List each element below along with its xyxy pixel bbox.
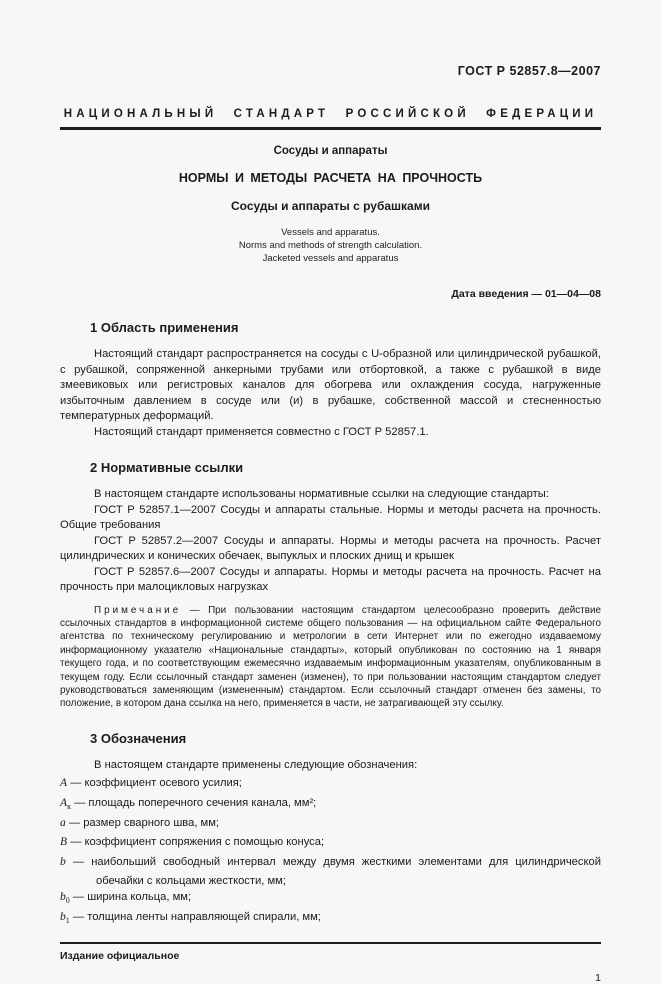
edition-note: Издание официальное [60, 950, 180, 963]
symbol-description: — коэффициент осевого усилия; [70, 777, 242, 790]
references-note [60, 604, 601, 711]
symbol-subscript: 1 [65, 916, 70, 926]
symbol-item [60, 775, 601, 795]
symbol-description: — коэффициент сопряжения с помощью конуса; [70, 836, 325, 849]
title-subject: Сосуды и аппараты [273, 145, 388, 157]
title-english [60, 226, 601, 265]
references-intro: В настоящем стандарте использованы нормативные ссылки на следующие стандарты: [94, 488, 549, 500]
section-2-heading: 2 Нормативные ссылки [90, 460, 244, 475]
title-english-line3: Jacketed vessels and apparatus [262, 253, 399, 264]
title-english-line1: Vessels and apparatus. [281, 227, 380, 238]
note-text: — При пользовании настоящим стандартом целесообразно проверить действие ссылочных стандартов в информационной системе общего пользования — на официальном сайте Федерального агентства по техническому регулированию и метрологии в сети Интернет или по ежегодно издаваемому информационному указателю «Национальные стандарты», который опубликован по состоянию на 1 января текущего года, и по соответствующим ежемесячно издаваемым информационным указателям, опубликованным в текущем году. Если ссылочный стандарт заменен (изменен), то при пользовании настоящим стандартом следует руководствоваться заменяющим (измененным) стандартом. Если ссылочный стандарт отменен без замены, то положение, в котором дана ссылка на него, применяется в части, не затрагивающей эту ссылку. [60, 604, 601, 710]
symbol-letter: B [60, 835, 68, 849]
scope-paragraph-2: Настоящий стандарт применяется совместно с ГОСТ Р 52857.1. [94, 425, 429, 438]
symbol-item [60, 815, 601, 835]
introduction-date: Дата введения — 01—04—08 [451, 288, 601, 300]
scope-paragraph-1: Настоящий стандарт распространяется на сосуды с U-образной или цилиндрической рубашкой, с рубашкой, сопряженной анкерными трубами или отбортовкой, а также с рубашкой в виде змеевиковых или регистровых каналов для обогрева или охлаждения сосуда, нагруженные избыточным давлением в сосуде или (и) в рубашке, собственной массой и стесненностью температурных деформаций. [60, 348, 601, 422]
reference-item: ГОСТ Р 52857.2—2007 Сосуды и аппараты. Нормы и методы расчета на прочность. Расчет цилиндрических и конических обечаек, выпуклых и плоских днищ и крышек [60, 534, 601, 562]
title-main: НОРМЫ И МЕТОДЫ РАСЧЕТА НА ПРОЧНОСТЬ [178, 171, 483, 185]
symbol-letter: A [60, 776, 68, 790]
symbol-letter: b [60, 855, 66, 869]
note-label: Примечание [94, 604, 182, 616]
document-number: ГОСТ Р 52857.8—2007 [457, 64, 601, 78]
title-subtitle: Сосуды и аппараты с рубашками [231, 199, 430, 213]
title-english-line2: Norms and methods of strength calculation. [238, 240, 423, 251]
symbol-letter: b [60, 910, 66, 924]
page-number: 1 [595, 972, 601, 984]
header-rule [60, 127, 601, 130]
symbol-description: — размер сварного шва, мм; [68, 816, 220, 829]
symbol-letter: a [60, 815, 66, 829]
reference-item: ГОСТ Р 52857.1—2007 Сосуды и аппараты стальные. Нормы и методы расчета на прочность. Общие требования [60, 503, 601, 531]
designations-intro: В настоящем стандарте применены следующие обозначения: [94, 758, 418, 771]
symbol-subscript: 0 [65, 896, 70, 906]
symbol-item [60, 889, 601, 909]
symbol-description: — толщина ленты направляющей спирали, мм; [72, 911, 321, 924]
symbol-description: — наибольший свободный интервал между двумя жесткими элементами для цилиндрической обечайки с кольцами жесткости, мм; [72, 856, 601, 887]
reference-item: ГОСТ Р 52857.6—2007 Сосуды и аппараты. Нормы и методы расчета на прочность. Расчет на прочность при малоцикловых нагрузках [60, 565, 601, 593]
standard-banner: НАЦИОНАЛЬНЫЙ СТАНДАРТ РОССИЙСКОЙ ФЕДЕРАЦИИ [63, 108, 598, 120]
symbol-subscript: к [67, 802, 71, 812]
symbol-list [60, 775, 601, 929]
section-3-heading: 3 Обозначения [90, 730, 187, 746]
symbol-description: — площадь поперечного сечения канала, мм²; [74, 796, 317, 809]
symbol-item [60, 795, 601, 815]
symbol-letter: A [60, 795, 68, 809]
symbol-item [60, 909, 601, 929]
footer-rule [60, 942, 601, 945]
symbol-item [60, 854, 601, 889]
section-1-heading: 1 Область применения [90, 320, 239, 335]
symbol-description: — ширина кольца, мм; [72, 891, 192, 904]
symbol-item [60, 834, 601, 854]
symbol-letter: b [60, 890, 66, 904]
